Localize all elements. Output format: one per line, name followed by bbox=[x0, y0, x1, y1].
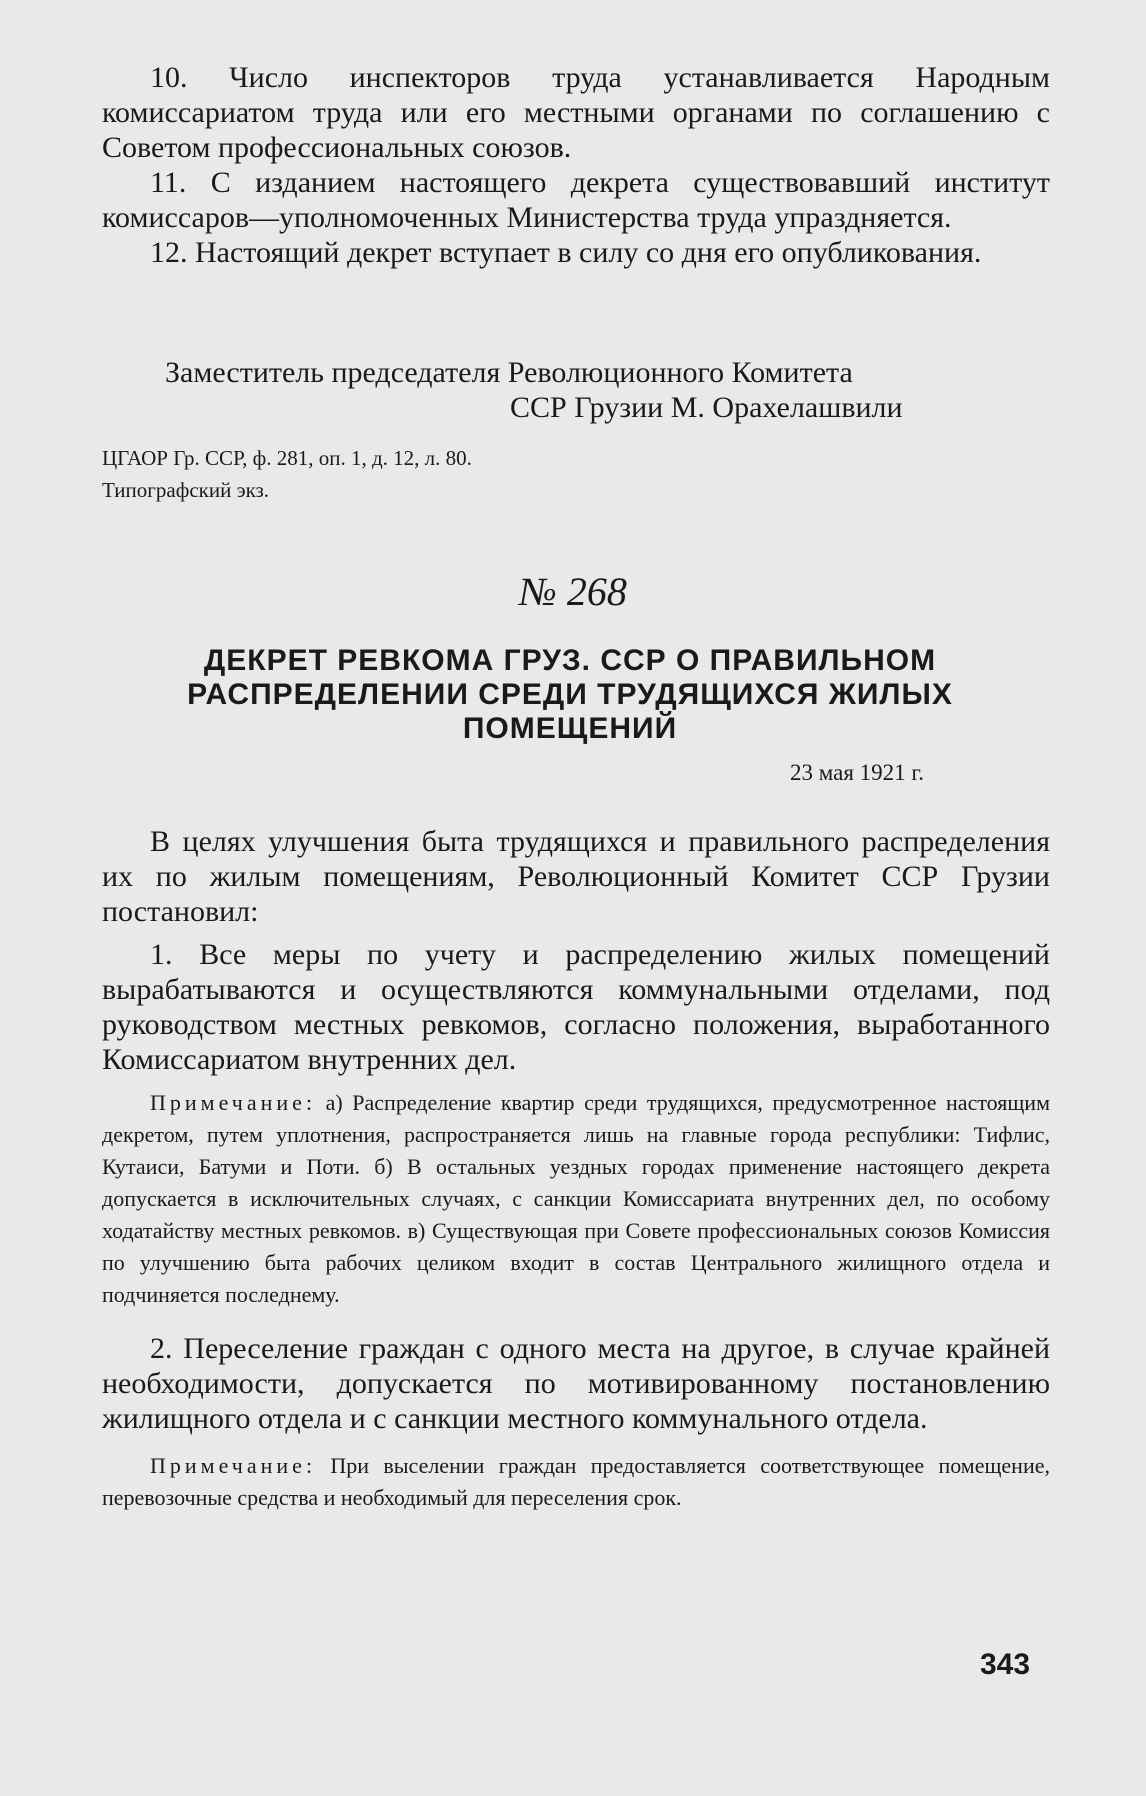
item-1: 1. Все меры по учету и распределению жилых помещений вырабатываются и осуществляются коммунальными отделами, под руководством местных ревкомов, согласно положения, выработанного Комиссариатом внутренних дел. bbox=[102, 938, 1050, 1076]
document-number: № 268 bbox=[519, 569, 627, 614]
copy-type: Типографский экз. bbox=[102, 478, 270, 502]
note-2-label: Примечание: bbox=[150, 1453, 317, 1478]
archive-reference: ЦГАОР Гр. ССР, ф. 281, оп. 1, д. 12, л. 80. bbox=[102, 446, 472, 470]
note-1-label: Примечание: bbox=[150, 1090, 317, 1115]
document-title: ДЕКРЕТ РЕВКОМА ГРУЗ. ССР О ПРАВИЛЬНОМ РАСПРЕДЕЛЕНИИ СРЕДИ ТРУДЯЩИХСЯ ЖИЛЫХ ПОМЕЩЕНИЙ bbox=[187, 644, 953, 745]
signature-line-1: Заместитель председателя Революционного Комитета bbox=[165, 356, 853, 389]
document-date: 23 мая 1921 г. bbox=[790, 760, 925, 785]
note-1-text: а) Распределение квартир среди трудящихся, предусмотренное настоящим декретом, путем уплотнения, распространяется лишь на главные города республики: Тифлис, Кутаиси, Батуми и Поти. б) В остальных уездных городах применение настоящего декрета допускается в исключительных случаях, с санкции Комиссариата внутренних дел, по особому ходатайству местных ревкомов. в) Существующая при Совете профессиональных союзов Комиссия по улучшению быта рабочих целиком входит в состав Центрального жилищного отдела и подчиняется последнему. bbox=[102, 1090, 1050, 1307]
paragraph-11: 11. С изданием настоящего декрета существовавший институт комиссаров—уполномоченных Министерства труда упраздняется. bbox=[102, 166, 1050, 234]
paragraph-12: 12. Настоящий декрет вступает в силу со дня его опубликования. bbox=[150, 236, 982, 269]
item-2: 2. Переселение граждан с одного места на другое, в случае крайней необходимости, допускается по мотивированному постановлению жилищного отдела и с санкции местного коммунального отдела. bbox=[102, 1332, 1050, 1435]
top-paragraphs bbox=[102, 60, 1050, 270]
note-2-text: При выселении граждан предоставляется соответствующее помещение, перевозочные средства и необходимый для переселения срок. bbox=[102, 1453, 1050, 1510]
paragraph-10: 10. Число инспекторов труда устанавливается Народным комиссариатом труда или его местными органами по соглашению с Советом профессиональных союзов. bbox=[102, 61, 1050, 164]
note-1 bbox=[102, 1087, 1050, 1311]
note-2 bbox=[102, 1450, 1050, 1514]
signature-line-2: ССР Грузии М. Орахелашвили bbox=[510, 391, 903, 424]
intro-paragraph: В целях улучшения быта трудящихся и правильного распределения их по жилым помещениям, Революционный Комитет ССР Грузии постановил: bbox=[102, 825, 1050, 928]
page-number: 343 bbox=[980, 1648, 1031, 1681]
document-body bbox=[102, 824, 1050, 1514]
